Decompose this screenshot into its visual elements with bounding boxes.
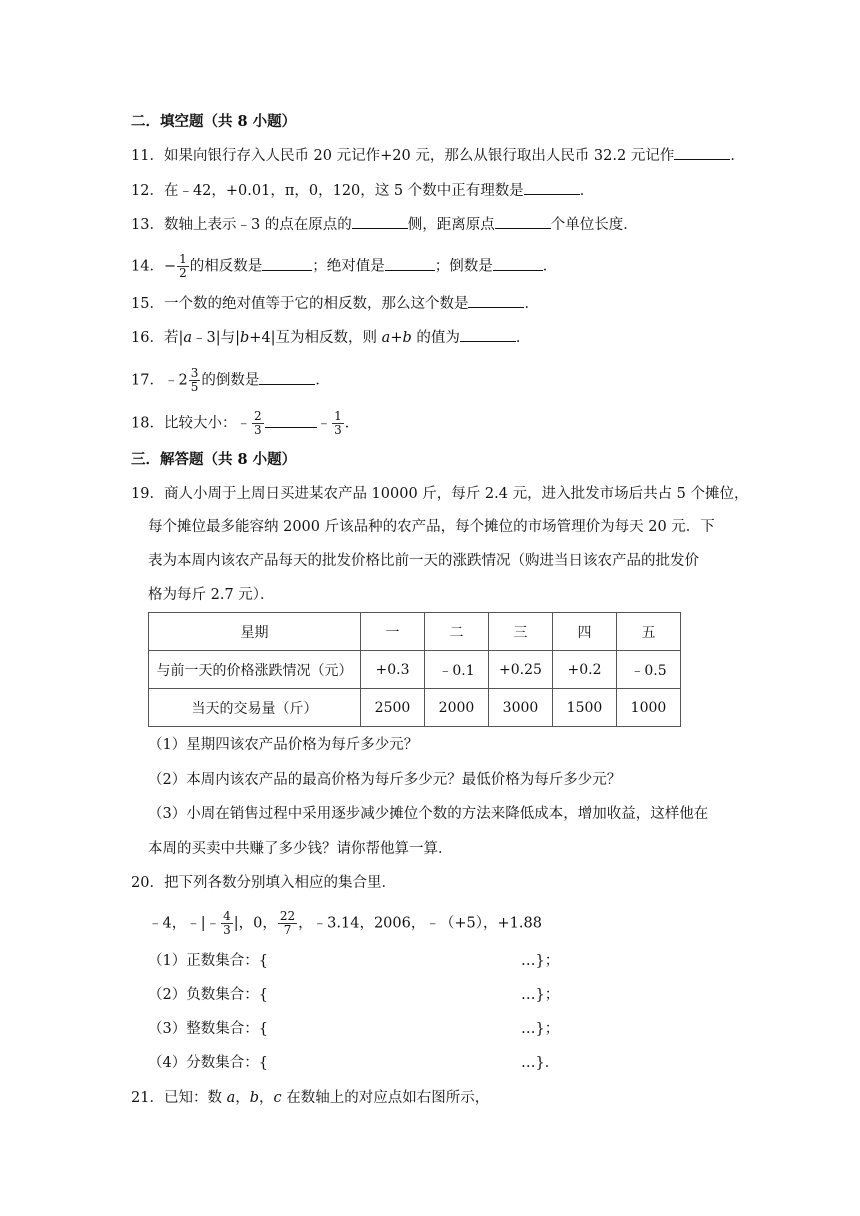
fraction: $\frac{1}{2}$ bbox=[179, 252, 187, 280]
question-12: 12．在﹣42，+0.01，π，0，120，这 5 个数中正有理数是 ． bbox=[131, 180, 594, 201]
table-cell: 一 bbox=[361, 613, 425, 651]
set-integer[interactable]: （3）整数集合：{ …}； bbox=[148, 1021, 560, 1037]
table-cell: ﹣0.5 bbox=[617, 651, 681, 689]
section-title-answer: 三．解答题（共 8 小题） bbox=[131, 451, 297, 468]
question-11: 11．如果向银行存入人民币 20 元记作+20 元，那么从银行取出人民币 32.2 元记作 ． bbox=[131, 145, 745, 166]
table-cell: ﹣0.1 bbox=[425, 651, 489, 689]
answer-blank[interactable] bbox=[460, 327, 516, 342]
answer-blank[interactable] bbox=[524, 180, 580, 195]
answer-blank[interactable] bbox=[262, 256, 312, 271]
question-16: 16．若|a﹣3|与|b+4|互为相反数，则 a+b 的值为 ． bbox=[131, 327, 530, 348]
table-cell: +0.2 bbox=[553, 651, 617, 689]
table-cell: 五 bbox=[617, 613, 681, 651]
table-cell: 星期 bbox=[149, 613, 361, 651]
set-negative[interactable]: （2）负数集合：{ …}； bbox=[148, 987, 560, 1003]
question-14: 14．− $\frac{1}{2}$ 的相反数是 ；绝对值是 ；倒数是 ． bbox=[131, 252, 558, 280]
question-19-line-3: 表为本周内该农产品每天的批发价格比前一天的涨跌情况（购进当日该农产品的批发价 bbox=[148, 553, 699, 569]
table-row bbox=[149, 651, 681, 689]
question-18: 18．比较大小：﹣ $\frac{2}{3}$ ﹣ $\frac{1}{3}$ ． bbox=[131, 409, 360, 437]
table-cell: 四 bbox=[553, 613, 617, 651]
table-cell: 三 bbox=[489, 613, 553, 651]
section-title-fill-in: 二．填空题（共 8 小题） bbox=[131, 113, 297, 130]
answer-blank[interactable] bbox=[495, 214, 551, 229]
table-cell: 二 bbox=[425, 613, 489, 651]
set-fraction[interactable]: （4）分数集合：{ …}． bbox=[148, 1055, 560, 1071]
question-21: 21．已知：数 a，b，c 在数轴上的对应点如右图所示， bbox=[131, 1090, 490, 1106]
answer-blank[interactable] bbox=[385, 256, 435, 271]
table-cell: 2000 bbox=[425, 689, 489, 727]
question-13: 13．数轴上表示﹣3 的点在原点的 侧，距离原点 个单位长度． bbox=[131, 214, 638, 235]
price-change-table bbox=[148, 612, 681, 727]
question-19-line-2: 每个摊位最多能容纳 2000 斤该品种的农产品，每个摊位的市场管理价为每天 20 元．下 bbox=[148, 519, 715, 535]
question-15: 15．一个数的绝对值等于它的相反数，那么这个数是 ． bbox=[131, 293, 539, 314]
answer-blank[interactable] bbox=[493, 256, 543, 271]
table-cell: +0.25 bbox=[489, 651, 553, 689]
table-header-row bbox=[149, 613, 681, 651]
table-cell: 2500 bbox=[361, 689, 425, 727]
question-17: 17．﹣2 $\frac{3}{5}$ 的倒数是 ． bbox=[131, 366, 330, 394]
fraction: $\frac{4}{3}$ bbox=[223, 909, 231, 937]
question-19-line-4: 格为每斤 2.7 元）． bbox=[148, 587, 275, 603]
table-cell: +0.3 bbox=[361, 651, 425, 689]
table-cell: 与前一天的价格涨跌情况（元） bbox=[149, 651, 361, 689]
table-cell: 1500 bbox=[553, 689, 617, 727]
fraction: $\frac{22}{7}$ bbox=[279, 909, 296, 937]
fraction: $\frac{1}{3}$ bbox=[334, 409, 342, 437]
set-positive[interactable]: （1）正数集合：{ …}； bbox=[148, 953, 560, 969]
answer-blank[interactable] bbox=[265, 413, 317, 428]
question-19-sub-3b: 本周的买卖中共赚了多少钱？请你帮他算一算． bbox=[148, 841, 453, 857]
table-cell: 当天的交易量（斤） bbox=[149, 689, 361, 727]
table-row bbox=[149, 689, 681, 727]
question-19-sub-1: （1）星期四该农产品价格为每斤多少元？ bbox=[148, 737, 419, 753]
answer-blank[interactable] bbox=[259, 370, 315, 385]
question-19-line-1: 19．商人小周于上周日买进某农产品 10000 斤，每斤 2.4 元，进入批发市场后共占 5 个摊位， bbox=[131, 486, 749, 502]
question-20-numbers: ﹣4，﹣|﹣ $\frac{4}{3}$ |，0， $\frac{22}{7}$ ，﹣3.14，2006，﹣（+5），+1.88 bbox=[148, 909, 542, 937]
answer-blank[interactable] bbox=[674, 145, 730, 160]
answer-blank[interactable] bbox=[468, 293, 524, 308]
fraction: $\frac{2}{3}$ bbox=[253, 409, 262, 437]
fraction: $\frac{3}{5}$ bbox=[190, 366, 199, 394]
answer-blank[interactable] bbox=[352, 214, 408, 229]
question-19-sub-3a: （3）小周在销售过程中采用逐步减少摊位个数的方法来降低成本，增加收益，这样他在 bbox=[148, 806, 709, 822]
question-19-sub-2: （2）本周内该农产品的最高价格为每斤多少元？最低价格为每斤多少元？ bbox=[148, 772, 622, 788]
table-cell: 3000 bbox=[489, 689, 553, 727]
question-20-title: 20．把下列各数分别填入相应的集合里． bbox=[131, 875, 396, 891]
table-cell: 1000 bbox=[617, 689, 681, 727]
